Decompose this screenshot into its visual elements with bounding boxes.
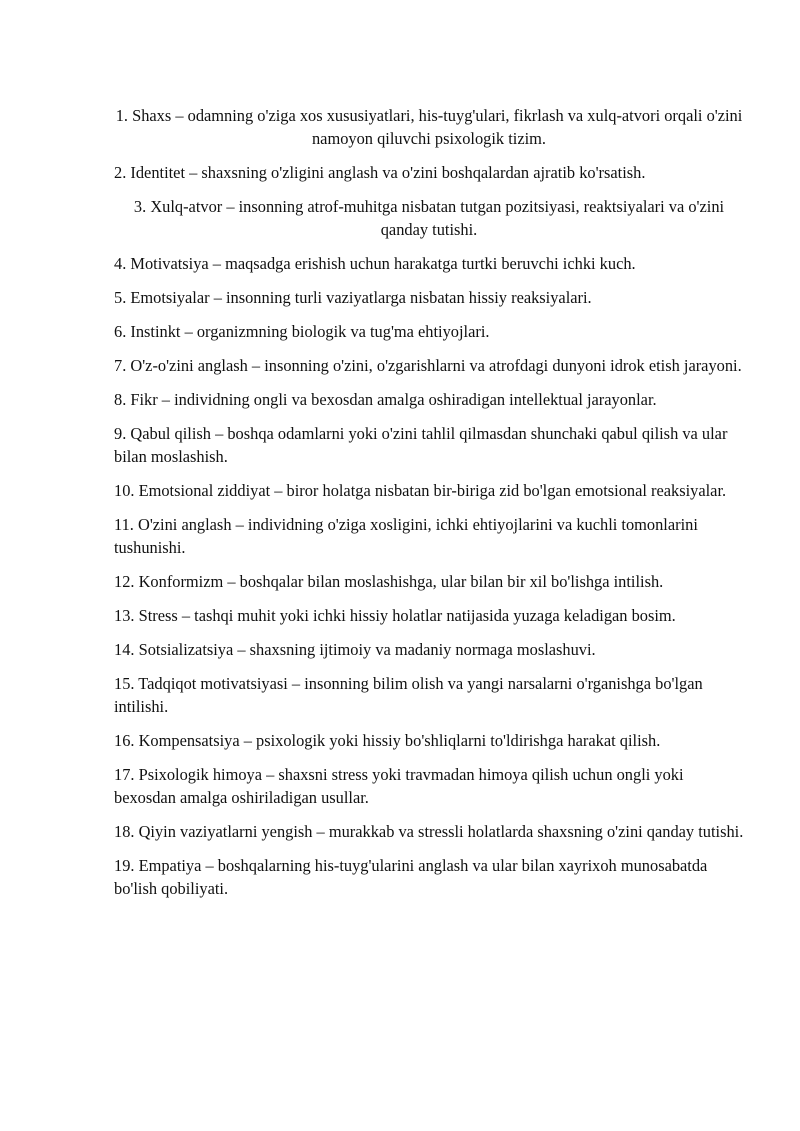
list-item-10: 10. Emotsional ziddiyat – biror holatga nisbatan bir-biriga zid bo'lgan emotsional reaksiyalar. xyxy=(114,481,727,500)
list-item-13: 13. Stress – tashqi muhit yoki ichki hissiy holatlar natijasida yuzaga keladigan bosim. xyxy=(114,606,676,625)
list-item-14: 14. Sotsializatsiya – shaxsning ijtimoiy va madaniy normaga moslashuvi. xyxy=(114,640,596,659)
term-list xyxy=(114,104,744,911)
list-item-7: 7. O'z-o'zini anglash – insonning o'zini, o'zgarishlarni va atrofdagi dunyoni idrok etish jarayoni. xyxy=(114,356,742,375)
list-item-19: 19. Empatiya – boshqalarning his-tuyg'ularini anglash va ular bilan xayrixoh munosabatda bo'lish qobiliyati. xyxy=(114,856,708,898)
list-item-8: 8. Fikr – individning ongli va bexosdan amalga oshiradigan intellektual jarayonlar. xyxy=(114,390,657,409)
list-item-6: 6. Instinkt – organizmning biologik va tug'ma ehtiyojlari. xyxy=(114,322,490,341)
list-item-1: 1. Shaxs – odamning o'ziga xos xususiyatlari, his-tuyg'ulari, fikrlash va xulq-atvori orqali o'zini namoyon qiluvchi psixologik tizim. xyxy=(115,106,743,148)
list-item-12: 12. Konformizm – boshqalar bilan moslashishga, ular bilan bir xil bo'lishga intilish. xyxy=(114,572,664,591)
list-item-16: 16. Kompensatsiya – psixologik yoki hissiy bo'shliqlarni to'ldirishga harakat qilish. xyxy=(114,731,661,750)
list-item-17: 17. Psixologik himoya – shaxsni stress yoki travmadan himoya qilish uchun ongli yoki bexosdan amalga oshiriladigan usullar. xyxy=(114,765,684,807)
list-item-5: 5. Emotsiyalar – insonning turli vaziyatlarga nisbatan hissiy reaksiyalari. xyxy=(114,288,592,307)
list-item-2: 2. Identitet – shaxsning o'zligini anglash va o'zini boshqalardan ajratib ko'rsatish. xyxy=(114,163,646,182)
list-item-18: 18. Qiyin vaziyatlarni yengish – murakkab va stressli holatlarda shaxsning o'zini qanday tutishi. xyxy=(114,822,744,841)
list-item-11: 11. O'zini anglash – individning o'ziga xosligini, ichki ehtiyojlarini va kuchli tomonlarini tushunishi. xyxy=(114,515,698,557)
list-item-15: 15. Tadqiqot motivatsiyasi – insonning bilim olish va yangi narsalarni o'rganishga bo'lgan intilishi. xyxy=(114,674,703,716)
list-item-9: 9. Qabul qilish – boshqa odamlarni yoki o'zini tahlil qilmasdan shunchaki qabul qilish va ular bilan moslashish. xyxy=(114,424,728,466)
list-item-3: 3. Xulq-atvor – insonning atrof-muhitga nisbatan tutgan pozitsiyasi, reaktsiyalari va o'zini qanday tutishi. xyxy=(133,197,725,239)
list-item-4: 4. Motivatsiya – maqsadga erishish uchun harakatga turtki beruvchi ichki kuch. xyxy=(114,254,636,273)
